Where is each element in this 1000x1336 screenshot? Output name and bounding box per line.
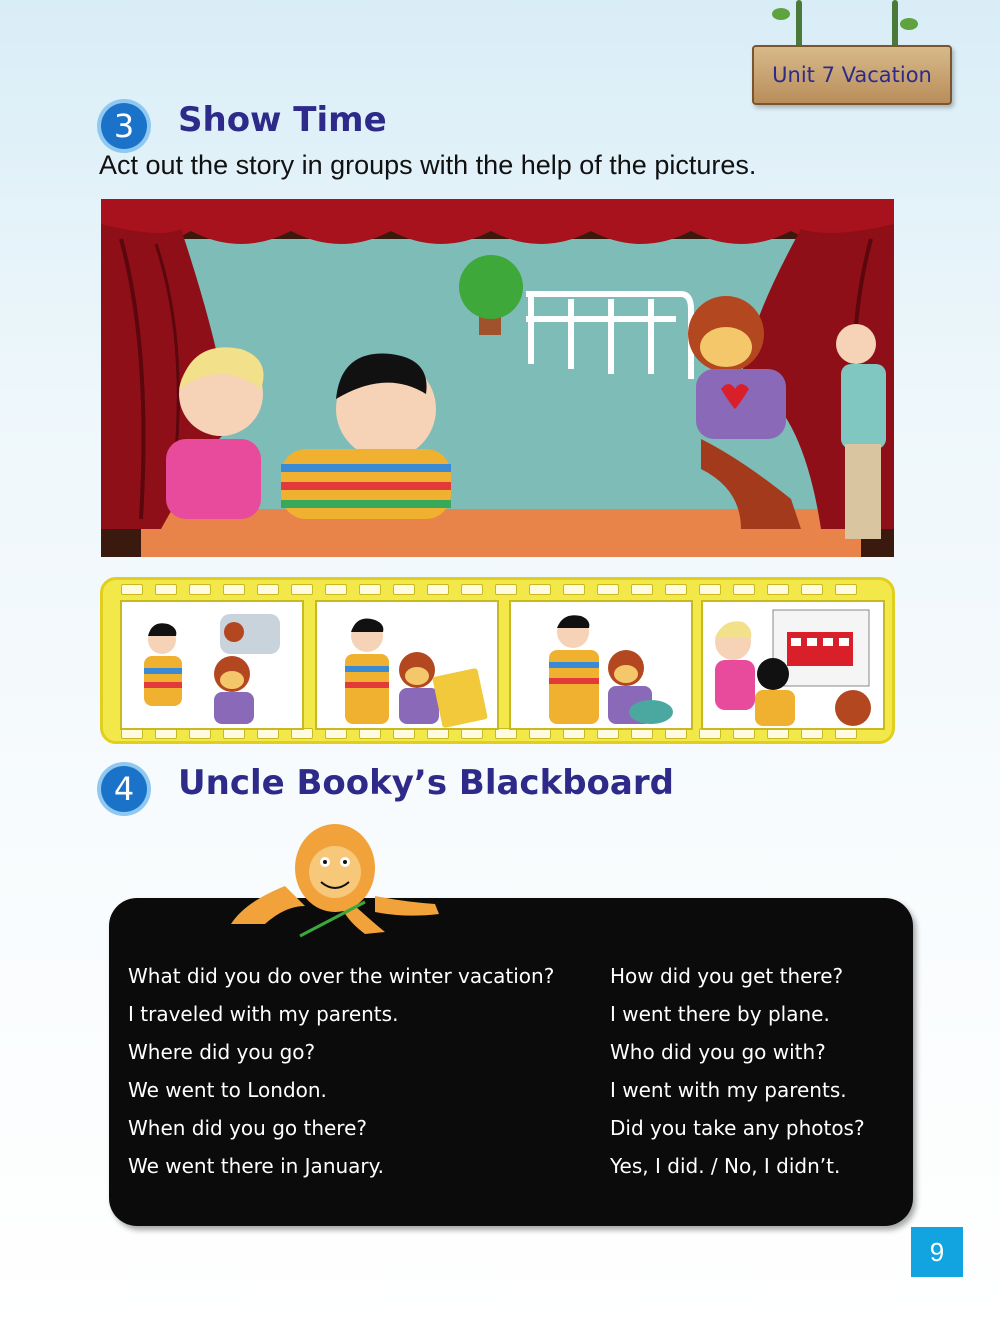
board-line-left-6: We went there in January.	[128, 1154, 384, 1178]
board-line-right-6: Yes, I did. / No, I didn’t.	[610, 1154, 841, 1178]
blackboard	[109, 898, 913, 1226]
board-line-left-3: Where did you go?	[128, 1040, 316, 1064]
section-4-title: Uncle Booky’s Blackboard	[178, 763, 674, 803]
film-frame-4	[701, 600, 885, 730]
film-frame-2	[315, 600, 499, 730]
board-line-right-2: I went there by plane.	[610, 1002, 830, 1026]
leaf-icon	[900, 18, 918, 30]
unit-sign	[752, 45, 952, 105]
film-frame-1	[120, 600, 304, 730]
instruction-text: Act out the story in groups with the help of the pictures.	[99, 150, 757, 180]
film-frame-3	[509, 600, 693, 730]
unit-label: Unit 7 Vacation	[772, 63, 932, 87]
board-line-left-2: I traveled with my parents.	[128, 1002, 399, 1026]
board-line-right-3: Who did you go with?	[610, 1040, 826, 1064]
board-line-right-5: Did you take any photos?	[610, 1116, 865, 1140]
board-line-right-4: I went with my parents.	[610, 1078, 847, 1102]
board-line-left-1: What did you do over the winter vacation?	[128, 964, 555, 988]
stage-scene	[101, 199, 894, 557]
section-4-badge: 4	[101, 766, 147, 812]
board-line-left-5: When did you go there?	[128, 1116, 368, 1140]
board-line-left-4: We went to London.	[128, 1078, 327, 1102]
stage-illustration	[101, 199, 894, 557]
board-line-right-1: How did you get there?	[610, 964, 844, 988]
leaf-icon	[772, 8, 790, 20]
page-number: 9	[911, 1227, 963, 1277]
section-3-badge: 3	[101, 103, 147, 149]
section-3-title: Show Time	[178, 100, 387, 140]
film-strip	[100, 577, 895, 744]
uncle-booky-illustration	[225, 806, 465, 940]
